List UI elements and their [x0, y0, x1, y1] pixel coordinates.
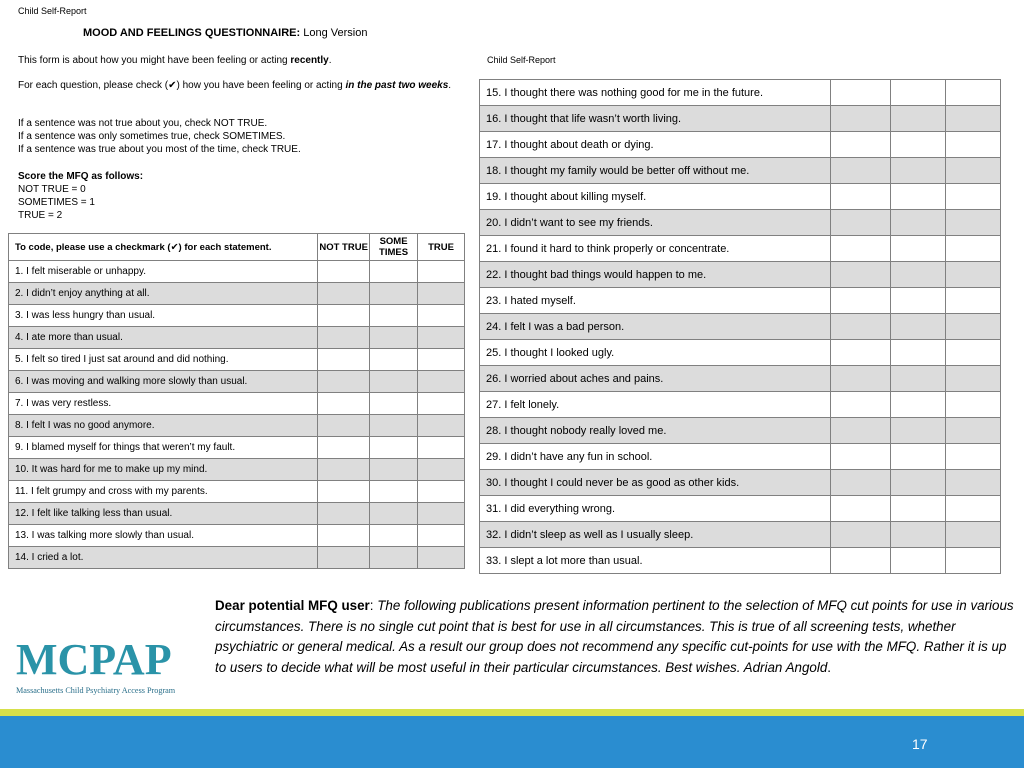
answer-cell-true[interactable]	[418, 503, 465, 525]
rule-line: If a sentence was true about you most of the time, check TRUE.	[18, 144, 301, 155]
questionnaire-table-right	[479, 79, 1001, 574]
form-title-version: Long Version	[303, 27, 368, 39]
statement-text: 20. I didn’t want to see my friends.	[480, 210, 831, 236]
answer-cell-true[interactable]	[418, 327, 465, 349]
table-row	[9, 437, 465, 459]
answer-cell-not-true[interactable]	[318, 437, 370, 459]
table-row	[9, 393, 465, 415]
table-row	[480, 340, 1001, 366]
answer-cell-true[interactable]	[418, 371, 465, 393]
statement-text: 14. I cried a lot.	[9, 547, 318, 569]
answer-cell-not-true[interactable]	[831, 106, 891, 132]
answer-cell-true[interactable]	[946, 444, 1001, 470]
answer-cell-not-true[interactable]	[831, 470, 891, 496]
note-colon: :	[369, 598, 378, 613]
answer-cell-not-true[interactable]	[831, 418, 891, 444]
statement-text: 26. I worried about aches and pains.	[480, 366, 831, 392]
mfq-user-note	[215, 596, 1015, 678]
answer-cell-not-true[interactable]	[318, 415, 370, 437]
statement-text: 25. I thought I looked ugly.	[480, 340, 831, 366]
answer-cell-not-true[interactable]	[318, 503, 370, 525]
note-end: .	[827, 659, 832, 675]
score-line: SOMETIMES = 1	[18, 197, 95, 208]
answer-cell-true[interactable]	[946, 470, 1001, 496]
table-row	[480, 210, 1001, 236]
footer-band	[0, 716, 1024, 768]
statement-text: 7. I was very restless.	[9, 393, 318, 415]
table-row	[480, 418, 1001, 444]
answer-cell-true[interactable]	[418, 547, 465, 569]
statement-text: 24. I felt I was a bad person.	[480, 314, 831, 340]
answer-cell-not-true[interactable]	[318, 459, 370, 481]
table-row	[480, 184, 1001, 210]
answer-cell-not-true[interactable]	[831, 80, 891, 106]
answer-cell-true[interactable]	[946, 288, 1001, 314]
logo-text: MCPAP	[16, 635, 172, 684]
answer-cell-true[interactable]	[946, 548, 1001, 574]
answer-cell-sometimes[interactable]	[891, 80, 946, 106]
questionnaire-table-left	[8, 233, 465, 569]
answer-cell-not-true[interactable]	[318, 261, 370, 283]
form-title-main: MOOD AND FEELINGS QUESTIONNAIRE:	[83, 27, 301, 39]
answer-cell-not-true[interactable]	[831, 444, 891, 470]
answer-cell-sometimes[interactable]	[891, 340, 946, 366]
answer-cell-not-true[interactable]	[831, 236, 891, 262]
answer-cell-true[interactable]	[418, 261, 465, 283]
answer-cell-true[interactable]	[946, 262, 1001, 288]
answer-cell-not-true[interactable]	[831, 262, 891, 288]
statement-text: 15. I thought there was nothing good for me in the future.	[480, 80, 831, 106]
answer-cell-sometimes[interactable]	[370, 503, 418, 525]
note-lead: Dear potential MFQ user	[215, 598, 370, 613]
table-row	[9, 415, 465, 437]
answer-cell-not-true[interactable]	[831, 496, 891, 522]
footer-accent-line	[0, 709, 1024, 716]
answer-cell-sometimes[interactable]	[891, 132, 946, 158]
statement-text: 16. I thought that life wasn’t worth living.	[480, 106, 831, 132]
answer-cell-not-true[interactable]	[318, 327, 370, 349]
answer-cell-sometimes[interactable]	[891, 158, 946, 184]
answer-cell-true[interactable]	[946, 366, 1001, 392]
answer-cell-true[interactable]	[418, 349, 465, 371]
answer-cell-not-true[interactable]	[831, 366, 891, 392]
answer-cell-not-true[interactable]	[831, 132, 891, 158]
note-body: The following publications present information pertinent to the selection of MFQ cut points for use in various circumstances. There is no single cut point that is best for use in all circumstances. This is true of all screening tests, whether psychiatric or general medical. As a result our group does not recommend any specific cut-points for use with the MFQ. Rather it is up to users to decide what will be most useful in their particular circumstances. Best wishes. Adrian Angold	[215, 598, 1014, 675]
answer-cell-true[interactable]	[418, 481, 465, 503]
page-number: 17	[912, 736, 928, 752]
answer-cell-true[interactable]	[946, 522, 1001, 548]
answer-cell-not-true[interactable]	[831, 158, 891, 184]
answer-cell-true[interactable]	[418, 437, 465, 459]
answer-cell-true[interactable]	[946, 80, 1001, 106]
answer-cell-sometimes[interactable]	[370, 547, 418, 569]
score-line: TRUE = 2	[18, 210, 63, 221]
answer-cell-sometimes[interactable]	[370, 481, 418, 503]
answer-cell-sometimes[interactable]	[370, 415, 418, 437]
answer-cell-sometimes[interactable]	[891, 262, 946, 288]
rule-line: If a sentence was not true about you, check NOT TRUE.	[18, 118, 268, 129]
statement-text: 27. I felt lonely.	[480, 392, 831, 418]
answer-cell-not-true[interactable]	[831, 210, 891, 236]
answer-cell-true[interactable]	[946, 418, 1001, 444]
left-table-body	[9, 261, 465, 569]
answer-cell-true[interactable]	[946, 106, 1001, 132]
answer-cell-true[interactable]	[946, 314, 1001, 340]
statement-text: 33. I slept a lot more than usual.	[480, 548, 831, 574]
table-row	[480, 470, 1001, 496]
table-row	[9, 503, 465, 525]
answer-cell-sometimes[interactable]	[370, 305, 418, 327]
answer-cell-sometimes[interactable]	[370, 327, 418, 349]
table-row	[480, 392, 1001, 418]
answer-cell-true[interactable]	[946, 210, 1001, 236]
statement-text: 30. I thought I could never be as good as other kids.	[480, 470, 831, 496]
statement-text: 8. I felt I was no good anymore.	[9, 415, 318, 437]
statement-text: 3. I was less hungry than usual.	[9, 305, 318, 327]
table-row	[480, 496, 1001, 522]
form-title	[83, 27, 367, 39]
answer-cell-sometimes[interactable]	[370, 393, 418, 415]
answer-cell-sometimes[interactable]	[891, 288, 946, 314]
answer-cell-true[interactable]	[946, 392, 1001, 418]
mcpap-logo	[14, 635, 199, 700]
table-row	[480, 132, 1001, 158]
answer-cell-sometimes[interactable]	[891, 522, 946, 548]
answer-cell-sometimes[interactable]	[891, 366, 946, 392]
table-row	[9, 547, 465, 569]
statement-text: 19. I thought about killing myself.	[480, 184, 831, 210]
answer-cell-not-true[interactable]	[831, 548, 891, 574]
table-row	[9, 305, 465, 327]
statement-text: 9. I blamed myself for things that weren’t my fault.	[9, 437, 318, 459]
statement-text: 11. I felt grumpy and cross with my parents.	[9, 481, 318, 503]
table-header-label: To code, please use a checkmark (✔) for each statement.	[9, 234, 318, 261]
instructions-text: For each question, please check (✔) how you have been feeling or acting in the past two weeks.	[18, 80, 452, 91]
scoring-key	[18, 170, 143, 222]
column-true: TRUE	[418, 234, 465, 261]
statement-text: 22. I thought bad things would happen to me.	[480, 262, 831, 288]
statement-text: 28. I thought nobody really loved me.	[480, 418, 831, 444]
answer-cell-true[interactable]	[946, 184, 1001, 210]
answer-cell-sometimes[interactable]	[891, 106, 946, 132]
table-row	[480, 106, 1001, 132]
table-row	[480, 548, 1001, 574]
child-self-report-label-right: Child Self-Report	[487, 55, 556, 65]
column-not-true: NOT TRUE	[318, 234, 370, 261]
statement-text: 31. I did everything wrong.	[480, 496, 831, 522]
table-row	[480, 236, 1001, 262]
answer-cell-sometimes[interactable]	[891, 392, 946, 418]
statement-text: 6. I was moving and walking more slowly than usual.	[9, 371, 318, 393]
answer-cell-true[interactable]	[418, 525, 465, 547]
table-row	[480, 314, 1001, 340]
statement-text: 18. I thought my family would be better off without me.	[480, 158, 831, 184]
answer-cell-sometimes[interactable]	[370, 459, 418, 481]
statement-text: 1. I felt miserable or unhappy.	[9, 261, 318, 283]
table-row	[9, 481, 465, 503]
table-row	[480, 366, 1001, 392]
table-row	[9, 525, 465, 547]
answer-cell-true[interactable]	[418, 459, 465, 481]
answer-cell-not-true[interactable]	[831, 522, 891, 548]
right-table-body	[480, 80, 1001, 574]
answer-cell-not-true[interactable]	[318, 349, 370, 371]
statement-text: 4. I ate more than usual.	[9, 327, 318, 349]
answer-cell-true[interactable]	[946, 158, 1001, 184]
answer-cell-sometimes[interactable]	[891, 184, 946, 210]
answer-cell-not-true[interactable]	[831, 314, 891, 340]
answer-cell-sometimes[interactable]	[891, 418, 946, 444]
answer-cell-sometimes[interactable]	[891, 314, 946, 340]
statement-text: 21. I found it hard to think properly or concentrate.	[480, 236, 831, 262]
table-row	[9, 283, 465, 305]
table-row	[480, 444, 1001, 470]
statement-text: 32. I didn’t sleep as well as I usually sleep.	[480, 522, 831, 548]
answer-cell-not-true[interactable]	[318, 371, 370, 393]
answer-cell-sometimes[interactable]	[891, 444, 946, 470]
statement-text: 17. I thought about death or dying.	[480, 132, 831, 158]
statement-text: 10. It was hard for me to make up my mind.	[9, 459, 318, 481]
response-rules	[18, 117, 301, 156]
answer-cell-sometimes[interactable]	[891, 470, 946, 496]
table-row	[9, 261, 465, 283]
answer-cell-sometimes[interactable]	[370, 349, 418, 371]
statement-text: 12. I felt like talking less than usual.	[9, 503, 318, 525]
answer-cell-true[interactable]	[946, 340, 1001, 366]
table-row	[480, 288, 1001, 314]
statement-text: 13. I was talking more slowly than usual.	[9, 525, 318, 547]
table-row	[480, 158, 1001, 184]
score-heading: Score the MFQ as follows:	[18, 171, 144, 182]
table-row	[480, 522, 1001, 548]
answer-cell-true[interactable]	[418, 305, 465, 327]
statement-text: 2. I didn’t enjoy anything at all.	[9, 283, 318, 305]
table-row	[480, 80, 1001, 106]
answer-cell-not-true[interactable]	[831, 392, 891, 418]
answer-cell-true[interactable]	[418, 393, 465, 415]
answer-cell-not-true[interactable]	[318, 393, 370, 415]
answer-cell-sometimes[interactable]	[370, 283, 418, 305]
answer-cell-sometimes[interactable]	[370, 525, 418, 547]
answer-cell-true[interactable]	[418, 283, 465, 305]
statement-text: 23. I hated myself.	[480, 288, 831, 314]
answer-cell-true[interactable]	[946, 496, 1001, 522]
answer-cell-not-true[interactable]	[318, 547, 370, 569]
answer-cell-sometimes[interactable]	[370, 437, 418, 459]
answer-cell-sometimes[interactable]	[891, 548, 946, 574]
statement-text: 5. I felt so tired I just sat around and did nothing.	[9, 349, 318, 371]
answer-cell-not-true[interactable]	[318, 481, 370, 503]
rule-line: If a sentence was only sometimes true, check SOMETIMES.	[18, 131, 286, 142]
table-row	[480, 262, 1001, 288]
answer-cell-not-true[interactable]	[831, 184, 891, 210]
answer-cell-not-true[interactable]	[831, 288, 891, 314]
intro-text: This form is about how you might have been feeling or acting recently.	[18, 55, 332, 66]
table-row	[9, 349, 465, 371]
column-sometimes: SOME TIMES	[370, 234, 418, 261]
score-line: NOT TRUE = 0	[18, 184, 86, 195]
answer-cell-true[interactable]	[418, 415, 465, 437]
answer-cell-sometimes[interactable]	[370, 371, 418, 393]
answer-cell-sometimes[interactable]	[891, 236, 946, 262]
table-row	[9, 371, 465, 393]
answer-cell-not-true[interactable]	[318, 525, 370, 547]
answer-cell-not-true[interactable]	[831, 340, 891, 366]
table-row	[9, 459, 465, 481]
answer-cell-true[interactable]	[946, 132, 1001, 158]
answer-cell-true[interactable]	[946, 236, 1001, 262]
answer-cell-not-true[interactable]	[318, 305, 370, 327]
child-self-report-label: Child Self-Report	[18, 6, 87, 16]
answer-cell-sometimes[interactable]	[891, 210, 946, 236]
answer-cell-not-true[interactable]	[318, 283, 370, 305]
statement-text: 29. I didn’t have any fun in school.	[480, 444, 831, 470]
logo-subtitle: Massachusetts Child Psychiatry Access Program	[16, 686, 176, 695]
answer-cell-sometimes[interactable]	[370, 261, 418, 283]
table-row	[9, 327, 465, 349]
answer-cell-sometimes[interactable]	[891, 496, 946, 522]
